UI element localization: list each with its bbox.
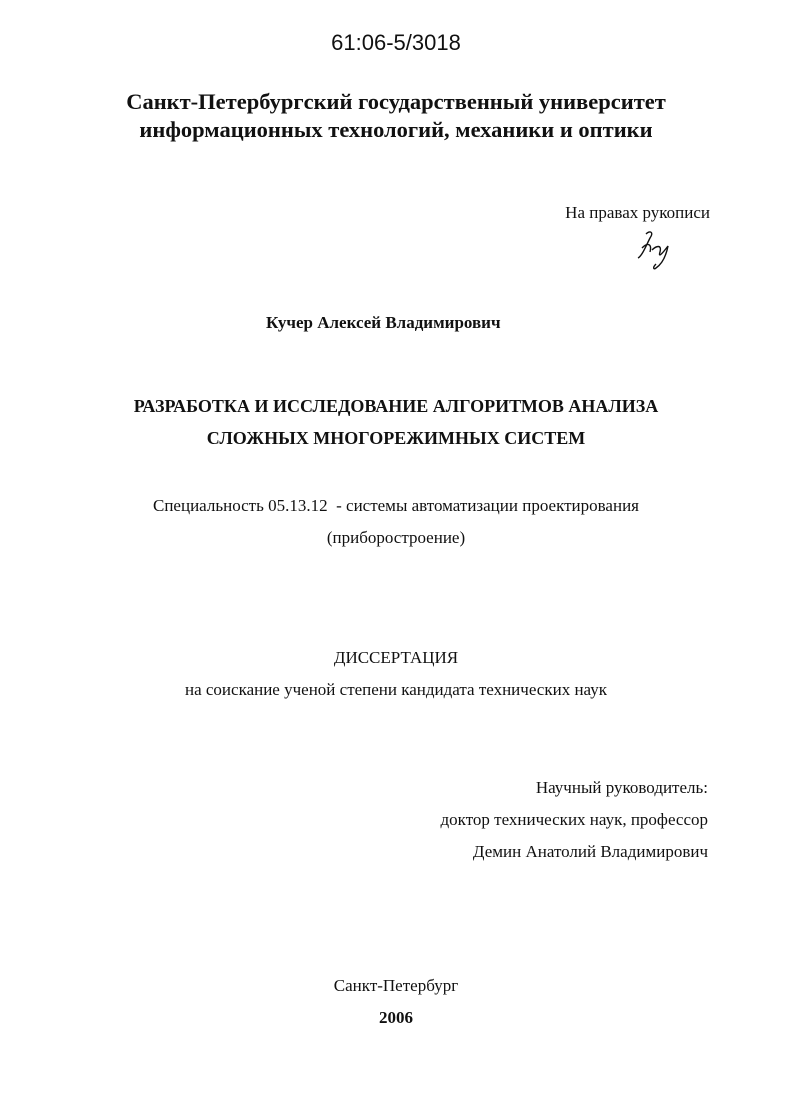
title-line: СЛОЖНЫХ МНОГОРЕЖИМНЫХ СИСТЕМ xyxy=(206,428,586,448)
university-line: информационных технологий, механики и оптики xyxy=(139,117,653,142)
city: Санкт-Петербург xyxy=(333,976,459,995)
supervisor-degree: доктор технических наук, профессор xyxy=(440,810,708,829)
university-line: Санкт-Петербургский государственный университет xyxy=(126,89,666,114)
signature-icon xyxy=(632,228,682,272)
year: 2006 xyxy=(379,1008,413,1027)
specialty-line: (приборостроение) xyxy=(326,528,466,547)
supervisor-block xyxy=(441,772,708,868)
author-name: Кучер Алексей Владимирович xyxy=(266,313,501,332)
registry-code: 61:06-5/3018 xyxy=(331,30,461,55)
degree-line: на соискание ученой степени кандидата технических наук xyxy=(184,680,607,699)
place-year xyxy=(0,970,792,1034)
university-name xyxy=(0,88,792,144)
specialty xyxy=(0,490,792,554)
dissertation-title xyxy=(0,390,792,454)
title-line: РАЗРАБОТКА И ИССЛЕДОВАНИЕ АЛГОРИТМОВ АНАЛИЗА xyxy=(133,396,659,416)
dissertation-type xyxy=(0,642,792,706)
supervisor-label: Научный руководитель: xyxy=(535,778,708,797)
specialty-line: Специальность 05.13.12 - системы автоматизации проектирования xyxy=(153,496,639,515)
supervisor-name: Демин Анатолий Владимирович xyxy=(472,842,708,861)
dissertation-heading: ДИССЕРТАЦИЯ xyxy=(333,648,459,667)
manuscript-rights: На правах рукописи xyxy=(565,203,710,222)
